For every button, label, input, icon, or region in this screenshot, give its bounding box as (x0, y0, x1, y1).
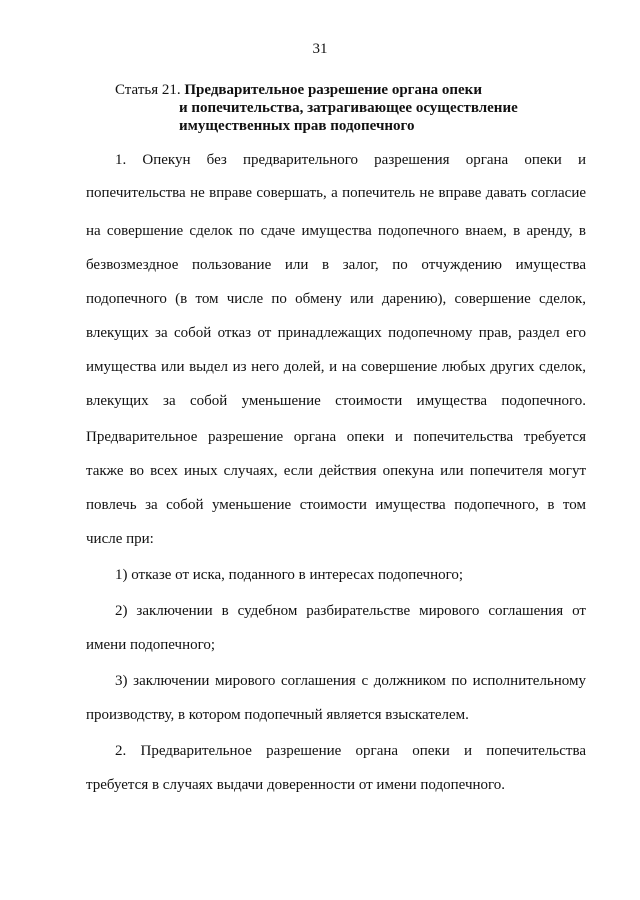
paragraph-1-line: имущества или выдел из него долей, и на совершение любых других сделок, (86, 359, 586, 375)
paragraph-1-line: 1. Опекун без предварительного разрешения органа опеки и (115, 152, 586, 168)
paragraph-2-line: требуется в случаях выдачи доверенности от имени подопечного. (86, 777, 506, 793)
list-item-1: 1) отказе от иска, поданного в интересах подопечного; (115, 567, 464, 583)
article-title-line-3: имущественных прав подопечного (179, 118, 415, 134)
paragraph-1-line: подопечного (в том числе по обмену или дарению), совершение сделок, (86, 291, 586, 307)
list-item-2-continuation: имени подопечного; (86, 637, 216, 653)
list-item-3-continuation: производству, в котором подопечный является взыскателем. (86, 707, 469, 723)
paragraph-1-line: влекущих за собой отказ от принадлежащих подопечному прав, раздел его (86, 325, 586, 341)
paragraph-2-line: 2. Предварительное разрешение органа опеки и попечительства (115, 743, 586, 759)
paragraph-1-line: также во всех иных случаях, если действия опекуна или попечителя могут (86, 463, 586, 479)
list-item-3: 3) заключении мирового соглашения с должником по исполнительному (115, 673, 586, 689)
paragraph-1-line: Предварительное разрешение органа опеки и попечительства требуется (86, 429, 586, 445)
paragraph-1-line: числе при: (86, 531, 154, 547)
paragraph-1-line: на совершение сделок по сдаче имущества подопечного внаем, в аренду, в (86, 223, 586, 239)
article-title-line-2: и попечительства, затрагивающее осуществление (179, 100, 518, 116)
paragraph-1-line: влекущих за собой уменьшение стоимости имущества подопечного. (86, 393, 586, 409)
article-heading (115, 81, 595, 135)
paragraph-1-line: попечительства не вправе совершать, а попечитель не вправе давать согласие (86, 185, 586, 201)
article-title-line-1: Предварительное разрешение органа опеки (184, 82, 482, 98)
page-number: 31 (312, 41, 328, 57)
article-number: Статья 21. (115, 82, 181, 98)
paragraph-1-line: повлечь за собой уменьшение стоимости имущества подопечного, в том (86, 497, 586, 513)
paragraph-1-line: безвозмездное пользование или в залог, по отчуждению имущества (86, 257, 586, 273)
list-item-2: 2) заключении в судебном разбирательстве мирового соглашения от (115, 603, 586, 619)
